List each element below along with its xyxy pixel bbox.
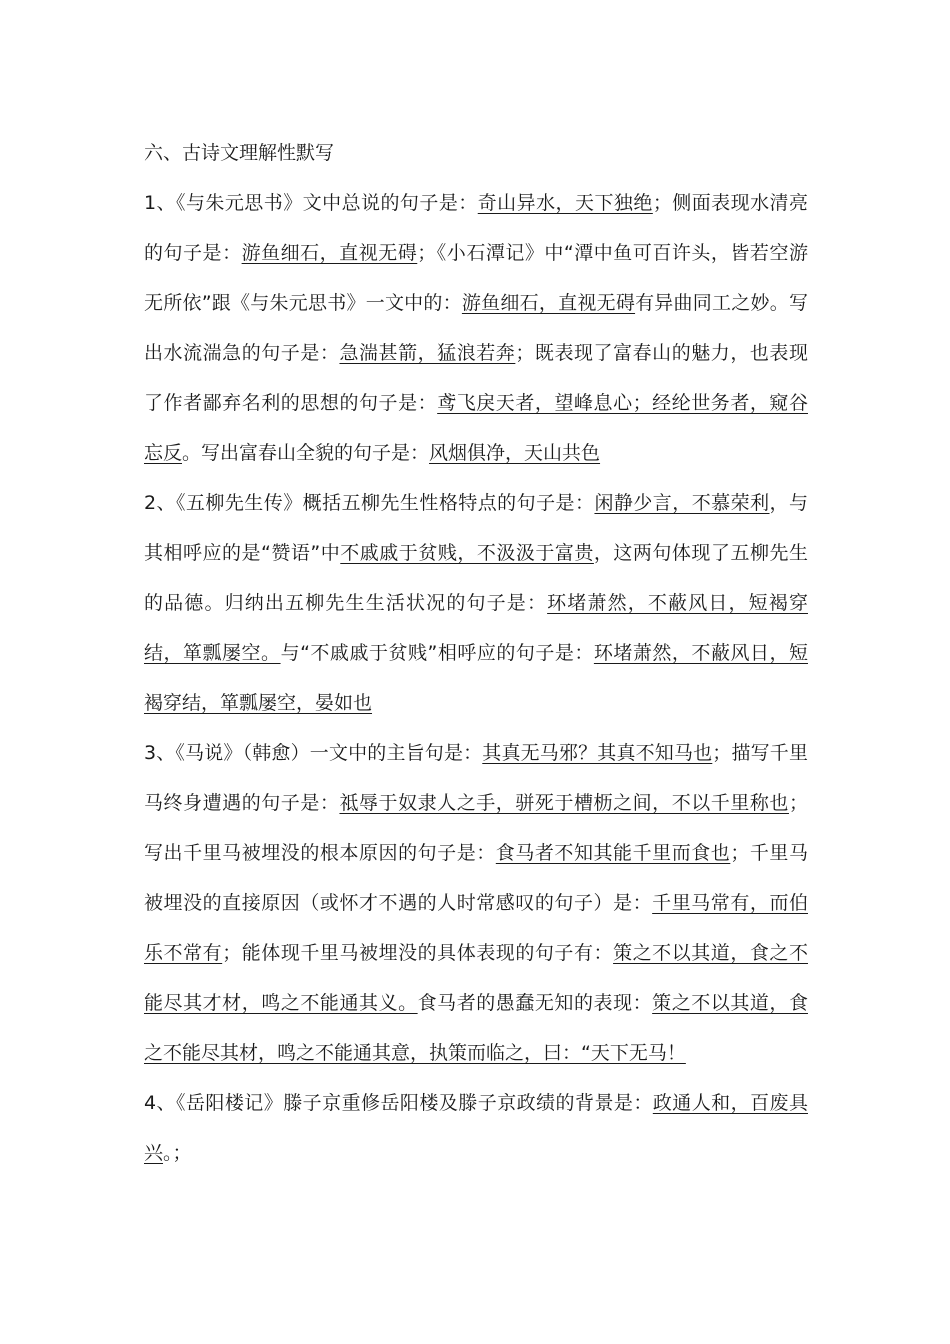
prompt-text: 1、《与朱元思书》文中总说的句子是： [144,192,478,214]
prompt-text: 4、《岳阳楼记》滕子京重修岳阳楼及滕子京政绩的背景是： [144,1092,653,1114]
answer-text: 策之不以其道，食之不能尽其才材，鸣之不能通其义。 [144,942,808,1014]
prompt-text: 。； [163,1142,192,1164]
prompt-text: 食马者的愚蠢无知的表现： [417,992,653,1014]
answer-text: 风烟俱净，天山共色 [429,442,601,464]
prompt-text: 与“不戚戚于贫贱”相呼应的句子是： [280,642,594,664]
question-paragraph-1 [144,178,808,478]
answer-text: 千里马常有，而伯乐不常有 [144,892,808,964]
prompt-text: 。写出富春山全貌的句子是： [182,442,430,464]
prompt-text: ；《小石潭记》中“潭中鱼可百许头，皆若空游无所依”跟《与朱元思书》一文中的： [144,242,808,314]
prompt-text: ；写出千里马被埋没的根本原因的句子是： [144,792,808,864]
answer-text: 不戚戚于贫贱，不汲汲于富贵 [340,542,594,564]
answer-text: 奇山异水，天下独绝 [477,192,653,214]
prompt-text: ；既表现了富春山的魅力，也表现了作者鄙弃名利的思想的句子是： [144,342,808,414]
question-paragraph-3 [144,728,808,1078]
answer-text: 环堵萧然，不蔽风日，短褐穿结，箪瓢屡空，晏如也 [144,642,808,714]
prompt-text: 3、《马说》（韩愈）一文中的主旨句是： [144,742,483,764]
answer-text: 其真无马邪？其真不知马也 [482,742,713,764]
prompt-text: 2、《五柳先生传》概括五柳先生性格特点的句子是： [144,492,595,514]
prompt-text: ；描写千里马终身遭遇的句子是： [144,742,808,814]
answer-text: 急湍甚箭，猛浪若奔 [339,342,516,364]
prompt-text: ；能体现千里马被埋没的具体表现的句子有： [222,942,614,964]
answer-text: 鸢飞戾天者，望峰息心；经纶世务者，窥谷忘反 [144,392,808,464]
prompt-text: ；千里马被埋没的直接原因（或怀才不遇的人时常感叹的句子）是： [144,842,808,914]
answer-text: 祗辱于奴隶人之手，骈死于槽枥之间，不以千里称也 [339,792,789,814]
answer-text: 游鱼细石，直视无碍 [241,242,418,264]
document-page [144,128,808,1178]
answer-text: 游鱼细石，直视无碍 [461,292,636,314]
answer-text: 政通人和，百废具兴 [144,1092,808,1164]
prompt-text: 有异曲同工之妙。写出水流湍急的句子是： [144,292,808,364]
prompt-text: ；侧面表现水清亮的句子是： [144,192,808,264]
sections-container [144,178,808,1178]
answer-text: 环堵萧然，不蔽风日，短褐穿结，箪瓢屡空。 [144,592,808,664]
question-paragraph-2 [144,478,808,728]
section-heading: 六、古诗文理解性默写 [144,142,335,164]
question-paragraph-4 [144,1078,808,1178]
prompt-text: ，这两句体现了五柳先生的品德。归纳出五柳先生生活状况的句子是： [144,542,808,614]
answer-text: 食马者不知其能千里而食也 [495,842,731,864]
answer-text: 策之不以其道，食之不能尽其材，鸣之不能通其意，执策而临之，曰：“天下无马！ [144,992,808,1064]
prompt-text: ，与其相呼应的是“赞语”中 [144,492,808,564]
answer-text: 闲静少言，不慕荣利 [594,492,770,514]
